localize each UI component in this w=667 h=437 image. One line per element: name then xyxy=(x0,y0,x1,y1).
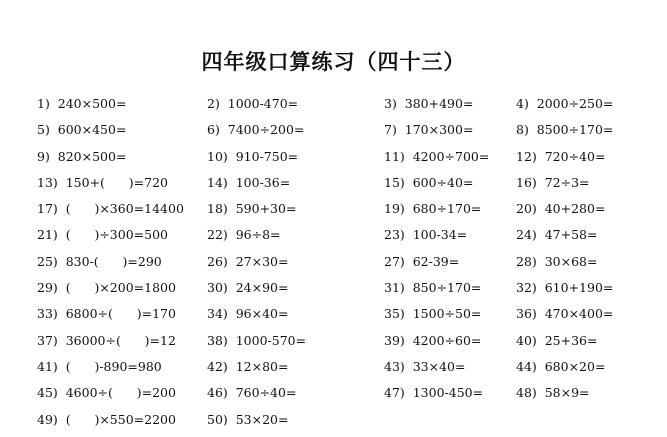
problem-item: 38) 1000-570= xyxy=(207,332,307,348)
problem-item: 27) 62-39= xyxy=(384,253,460,269)
problem-item: 5) 600×450= xyxy=(37,122,127,138)
problem-item: 44) 680×20= xyxy=(516,358,606,374)
problem-item: 32) 610+190= xyxy=(516,280,614,296)
problem-item: 23) 100-34= xyxy=(384,227,468,243)
problem-row xyxy=(0,253,667,279)
problem-item: 41) ( )-890=980 xyxy=(37,358,162,374)
problem-item: 49) ( )×550=2200 xyxy=(37,411,176,427)
problem-row xyxy=(0,148,667,174)
problem-item: 30) 24×90= xyxy=(207,280,289,296)
problem-row xyxy=(0,95,667,121)
problem-item: 25) 830-( )=290 xyxy=(37,253,162,269)
problem-item: 48) 58×9= xyxy=(516,385,590,401)
problem-item: 7) 170×300= xyxy=(384,122,474,138)
problem-row xyxy=(0,121,667,147)
problem-row xyxy=(0,305,667,331)
problem-item: 18) 590+30= xyxy=(207,201,297,217)
problem-item: 42) 12×80= xyxy=(207,358,289,374)
problem-item: 16) 72÷3= xyxy=(516,174,590,190)
problem-row xyxy=(0,200,667,226)
problem-row xyxy=(0,411,667,437)
page-title: 四年级口算练习（四十三） xyxy=(201,50,466,74)
problem-row xyxy=(0,174,667,200)
problem-item: 6) 7400÷200= xyxy=(207,122,305,138)
problem-item: 47) 1300-450= xyxy=(384,385,484,401)
problem-item: 50) 53×20= xyxy=(207,411,289,427)
problem-item: 26) 27×30= xyxy=(207,253,289,269)
problem-item: 36) 470×400= xyxy=(516,306,614,322)
problem-item: 19) 680÷170= xyxy=(384,201,482,217)
problem-item: 3) 380+490= xyxy=(384,96,474,111)
problem-item: 28) 30×68= xyxy=(516,253,598,269)
problem-row xyxy=(0,384,667,410)
problem-item: 8) 8500÷170= xyxy=(516,122,614,138)
problem-item: 46) 760÷40= xyxy=(207,385,297,401)
problem-item: 12) 720÷40= xyxy=(516,148,606,164)
problem-item: 40) 25+36= xyxy=(516,332,598,348)
problem-item: 4) 2000÷250= xyxy=(516,96,614,111)
problem-item: 20) 40+280= xyxy=(516,201,606,217)
problem-item: 17) ( )×360=14400 xyxy=(37,201,184,217)
problem-item: 35) 1500÷50= xyxy=(384,306,482,322)
problem-item: 22) 96÷8= xyxy=(207,227,281,243)
problem-item: 9) 820×500= xyxy=(37,148,127,164)
problem-item: 14) 100-36= xyxy=(207,174,291,190)
problem-item: 39) 4200÷60= xyxy=(384,332,482,348)
problem-item: 1) 240×500= xyxy=(37,96,127,111)
problem-row xyxy=(0,226,667,252)
problem-row xyxy=(0,279,667,305)
problem-item: 43) 33×40= xyxy=(384,358,466,374)
problem-row xyxy=(0,332,667,358)
problem-item: 10) 910-750= xyxy=(207,148,299,164)
problem-grid xyxy=(0,95,667,437)
problem-item: 29) ( )×200=1800 xyxy=(37,280,176,296)
problem-item: 33) 6800÷( )=170 xyxy=(37,306,176,322)
problem-item: 11) 4200÷700= xyxy=(384,148,490,164)
problem-item: 21) ( )÷300=500 xyxy=(37,227,168,243)
problem-row xyxy=(0,358,667,384)
problem-item: 13) 150+( )=720 xyxy=(37,174,168,190)
problem-item: 15) 600÷40= xyxy=(384,174,474,190)
problem-item: 24) 47+58= xyxy=(516,227,598,243)
problem-item: 45) 4600÷( )=200 xyxy=(37,385,176,401)
problem-item: 34) 96×40= xyxy=(207,306,289,322)
problem-item: 31) 850÷170= xyxy=(384,280,482,296)
problem-item: 2) 1000-470= xyxy=(207,96,299,111)
problem-item: 37) 36000÷( )=12 xyxy=(37,332,176,348)
